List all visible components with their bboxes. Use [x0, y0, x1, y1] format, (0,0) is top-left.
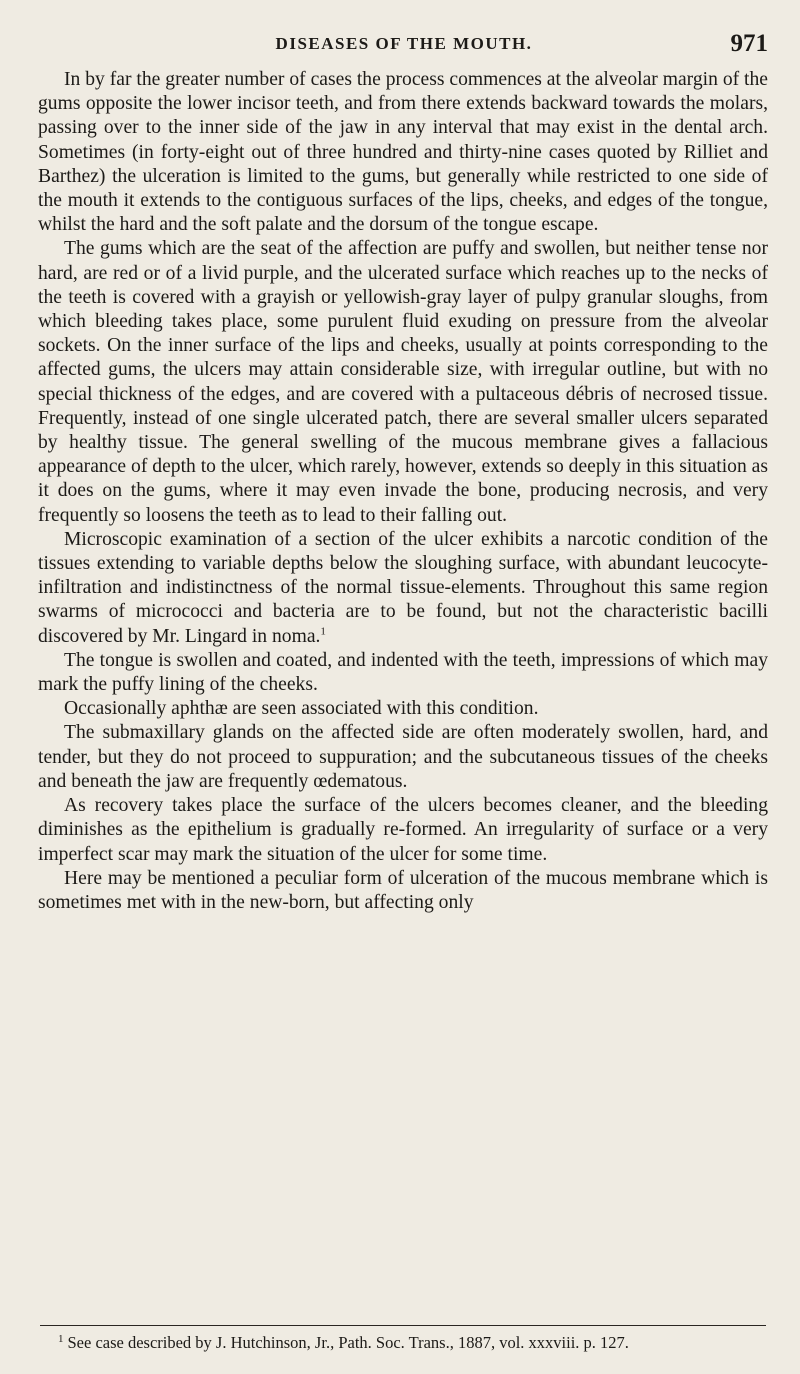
footnote-text: See case described by J. Hutchinson, Jr., Path. Soc. Trans., 1887, vol. xxxviii. p. 127. — [67, 1333, 629, 1352]
paragraph: Here may be mentioned a peculiar form of ulceration of the mucous membrane which is sometimes met with in the new-born, but affecting only — [38, 867, 768, 913]
running-title: DISEASES OF THE MOUTH. — [275, 34, 533, 53]
paragraph: Occasionally aphthæ are seen associated with this condition. — [64, 698, 539, 720]
page-number: 971 — [730, 30, 768, 57]
paragraph: In by far the greater number of cases the process commences at the alveolar margin of the gums opposite the lower incisor teeth, and from there extends backward towards the molars, passing over to the inner side of the jaw in any interval that may exist in the dental arch. Sometimes (in forty-eight out of three hundred and thirty-nine cases quoted by Rilliet and Barthez) the ulceration is limited to the gums, but generally while restricted to one side of the mouth it extends to the contiguous surfaces of the lips, cheeks, and edges of the tongue, whilst the hard and the soft palate and the dorsum of the tongue escape. — [38, 69, 768, 236]
paragraph: The gums which are the seat of the affection are puffy and swollen, but neither tense nor hard, are red or of a livid purple, and the ulcerated surface which reaches up to the necks of the teeth is covered with a grayish or yellowish-gray layer of pulpy granular sloughs, from which bleeding takes place, some purulent fluid exuding on pressure from the alveolar sockets. On the inner surface of the lips and cheeks, usually at points corresponding to the affected gums, the ulcers may attain considerable size, with irregular outline, but with no special thickness of the edges, and are covered with a pultaceous débris of necrosed tissue. Frequently, instead of one single ulcerated patch, there are several smaller ulcers separated by healthy tissue. The general swelling of the mucous membrane gives a fallacious appearance of depth to the ulcer, which rarely, however, extends so deeply in this situation as it does on the gums, where it may even invade the bone, producing necrosis, and very frequently so loosens the teeth as to lead to their falling out. — [38, 238, 768, 526]
footnote-divider — [40, 1325, 766, 1326]
body-text — [38, 68, 768, 915]
running-header — [40, 28, 768, 58]
paragraph: As recovery takes place the surface of the ulcers becomes cleaner, and the bleeding diminishes as the epithelium is gradually re-formed. An irregularity of surface or a very imperfect scar may mark the situation of the ulcer for some time. — [38, 795, 768, 865]
paragraph-text: Microscopic examination of a section of the ulcer exhibits a narcotic condition of the tissues extending to variable depths below the sloughing surface, with abundant leucocyte-infiltration and indistinctness of the normal tissue-elements. Throughout this same region swarms of micrococci and bacteria are to be found, but not the characteristic bacilli discovered by Mr. Lingard in noma. — [38, 528, 768, 647]
footnote-reference: 1 — [320, 625, 326, 638]
paragraph-with-footnote — [38, 528, 768, 649]
footnote — [58, 1333, 770, 1353]
footnote-marker: 1 — [58, 1332, 64, 1345]
paragraph: The submaxillary glands on the affected side are often moderately swollen, hard, and tender, but they do not proceed to suppuration; and the subcutaneous tissues of the cheeks and beneath the jaw are frequently œdematous. — [38, 722, 768, 792]
paragraph: The tongue is swollen and coated, and indented with the teeth, impressions of which may mark the puffy lining of the cheeks. — [38, 649, 768, 696]
